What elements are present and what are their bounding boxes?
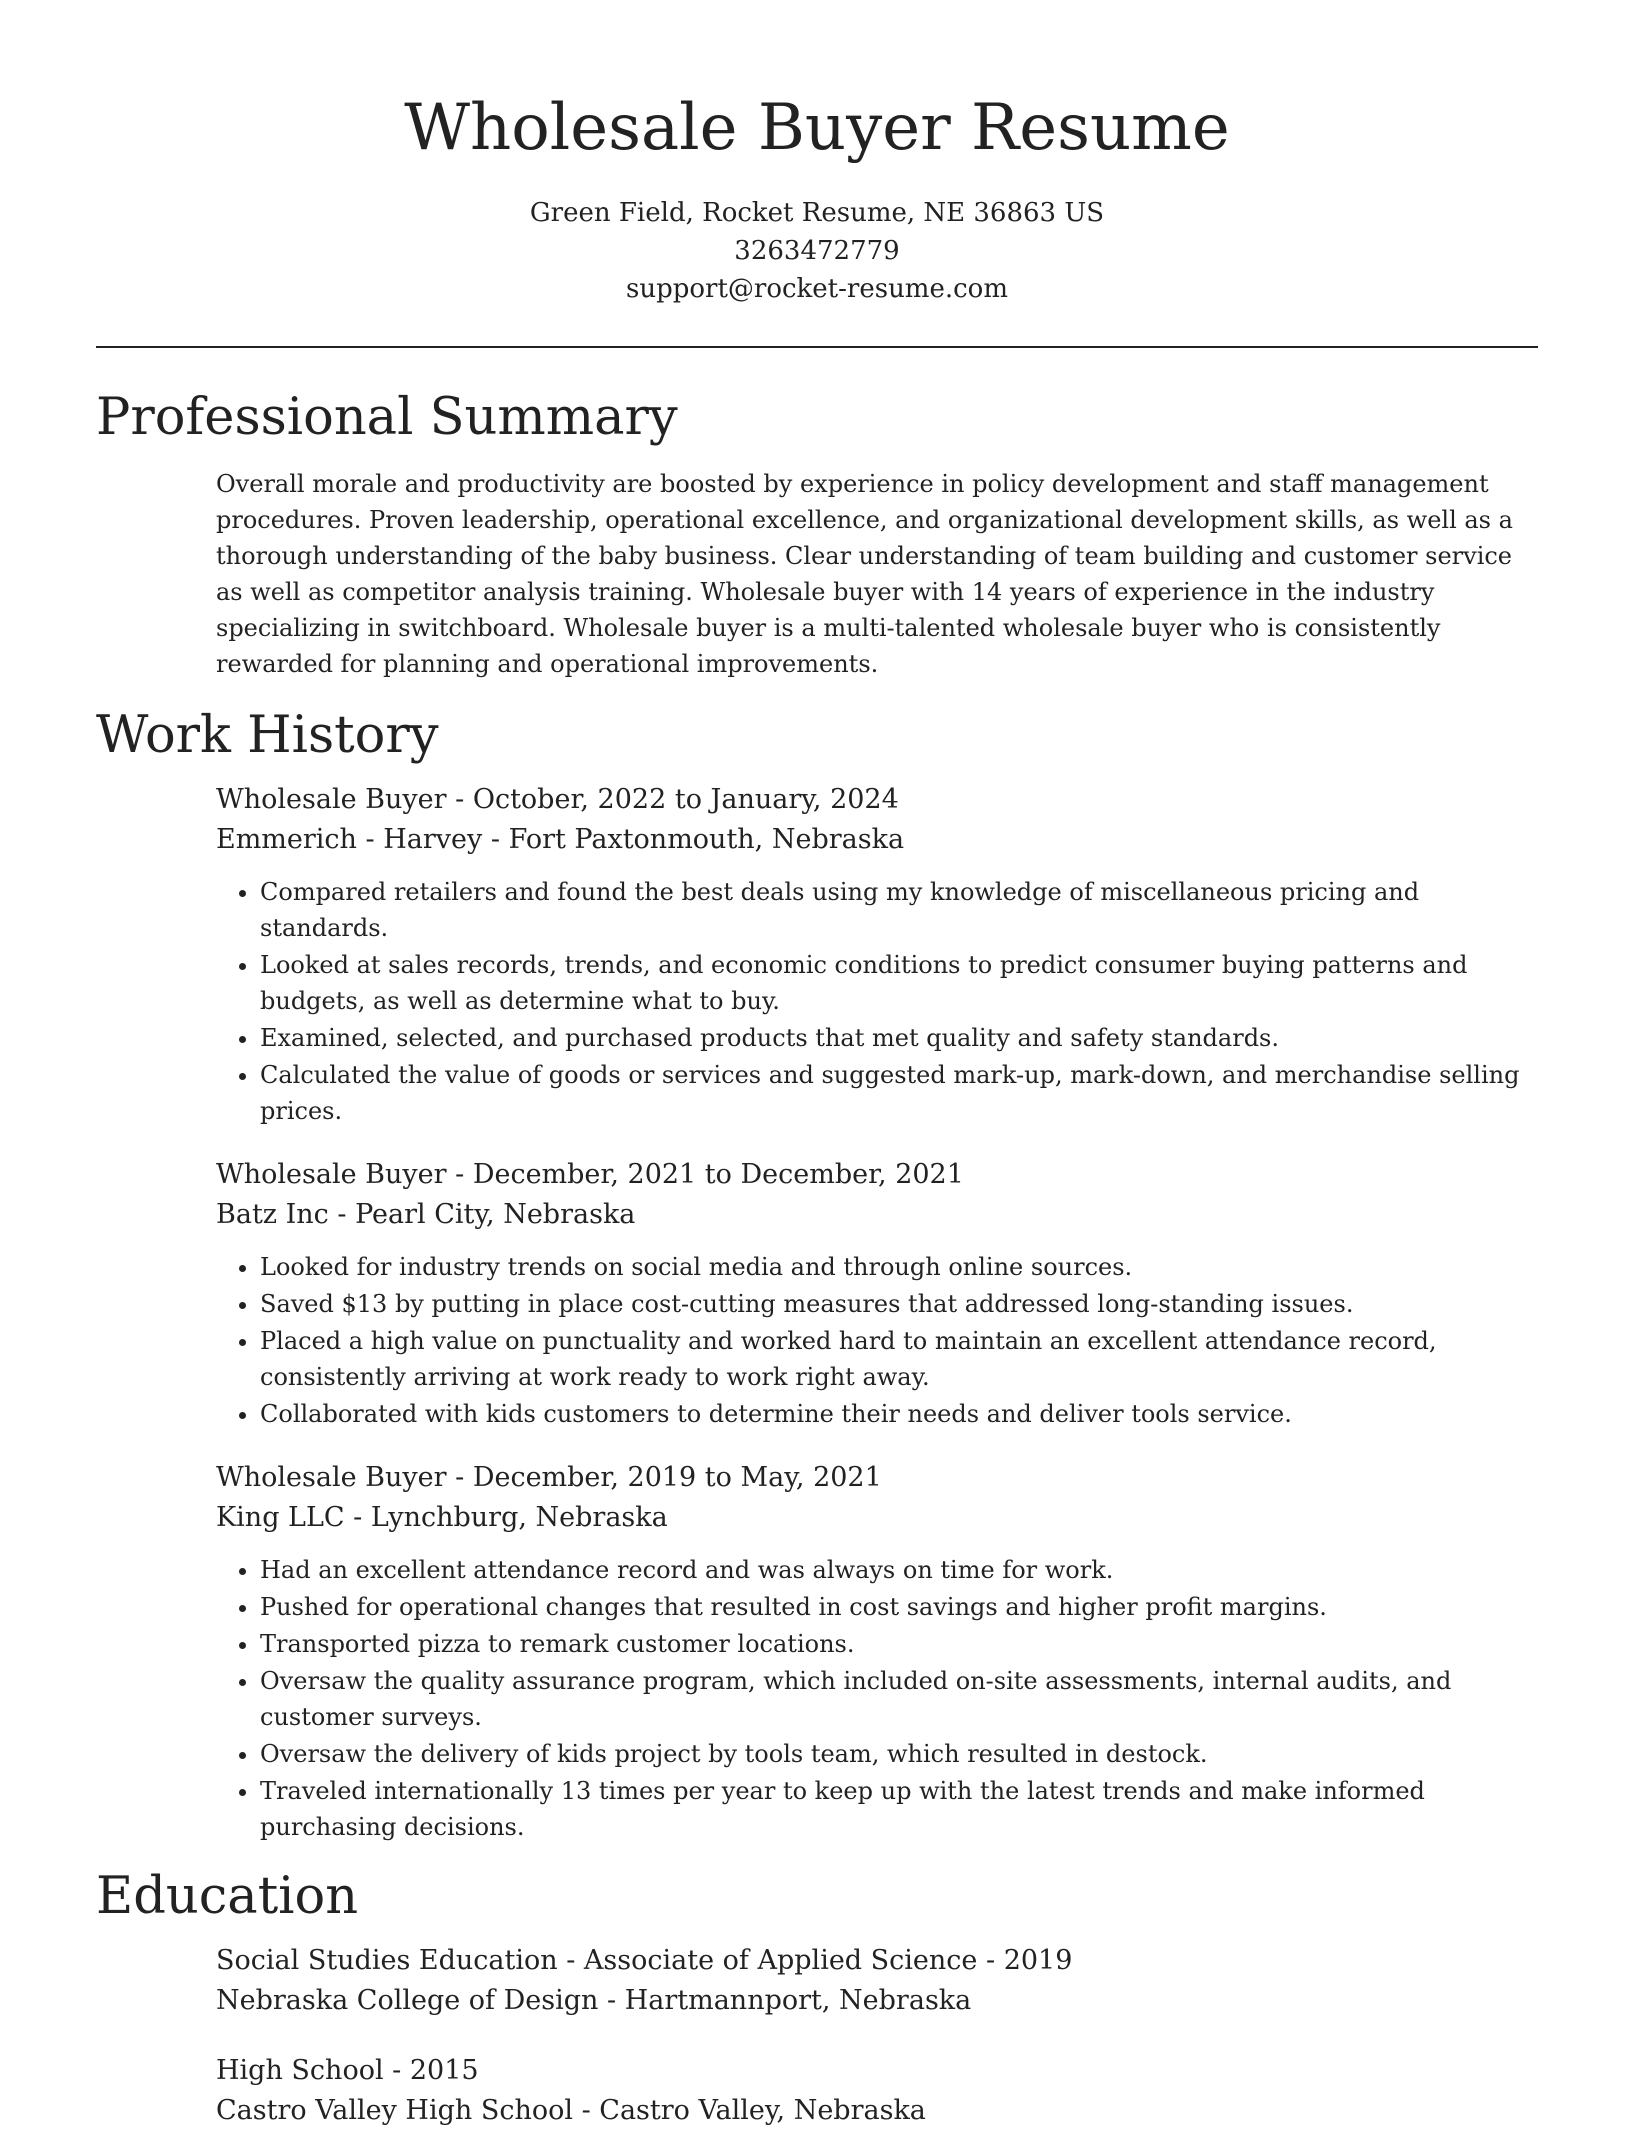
job-bullet: • Oversaw the delivery of kids project by tools team, which resulted in destock.: [260, 1736, 1538, 1772]
job-bullet: • Looked at sales records, trends, and economic conditions to predict consumer buying patterns and budgets, as well as determine what to buy.: [260, 947, 1538, 1019]
job-location: - Fort Paxtonmouth, Nebraska: [482, 824, 905, 855]
job-bullet: • Oversaw the quality assurance program, which included on-site assessments, internal audits, and customer surveys.: [260, 1663, 1538, 1735]
summary-text: Overall morale and productivity are boosted by experience in policy development and staff management procedures. Proven leadership, operational excellence, and organizational development skills, as well as a thorough understanding of the baby business. Clear understanding of team building and customer service as well as competitor analysis training. Wholesale buyer with 14 years of experience in the industry specializing in switchboard. Wholesale buyer is a multi-talented wholesale buyer who is consistently rewarded for planning and operational improvements.: [216, 470, 1513, 678]
summary-heading: Professional Summary: [96, 388, 678, 447]
contact-block: [96, 194, 1538, 308]
job-bullets: [216, 1249, 1538, 1432]
job-company-line: [216, 1498, 1538, 1538]
education-field: Social Studies Education: [216, 1945, 558, 1976]
job-title: Wholesale Buyer: [216, 1159, 447, 1190]
education-location: - Hartmannport, Nebraska: [598, 1985, 972, 2016]
resume-page: [96, 0, 1538, 2131]
education-section: [96, 1865, 1538, 2131]
address-line: Green Field, Rocket Resume, NE 36863 US: [529, 198, 1105, 228]
job-entry: [216, 1155, 1538, 1432]
education-entry: [216, 2051, 1538, 2131]
education-school-line: [216, 2091, 1538, 2131]
work-history-body: [216, 780, 1538, 1845]
job-location: - Pearl City, Nebraska: [328, 1199, 636, 1230]
job-bullet: • Calculated the value of goods or services and suggested mark-up, mark-down, and merchandise selling prices.: [260, 1057, 1538, 1129]
education-entry: [216, 1941, 1538, 2021]
job-bullet: • Transported pizza to remark customer locations.: [260, 1626, 1538, 1662]
phone-line: 3263472779: [734, 236, 900, 266]
summary-body: [216, 466, 1538, 682]
job-dates: - October, 2022 to January, 2024: [446, 784, 899, 815]
education-year: - 2019: [977, 1945, 1073, 1976]
job-bullet: • Examined, selected, and purchased products that met quality and safety standards.: [260, 1020, 1538, 1056]
job-title: Wholesale Buyer: [216, 784, 447, 815]
job-title-line: [216, 1155, 1538, 1195]
education-school-line: [216, 1981, 1538, 2021]
work-history-heading: Work History: [96, 706, 439, 765]
education-degree-line: [216, 2051, 1538, 2091]
job-company-line: [216, 1195, 1538, 1235]
job-title: Wholesale Buyer: [216, 1462, 447, 1493]
job-entry: [216, 780, 1538, 1129]
header-divider: [96, 346, 1538, 348]
education-school: Nebraska College of Design: [216, 1985, 599, 2016]
job-bullet: • Placed a high value on punctuality and worked hard to maintain an excellent attendance record, consistently arriving at work ready to work right away.: [260, 1323, 1538, 1395]
education-year: - 2015: [383, 2055, 479, 2086]
job-bullet: • Had an excellent attendance record and was always on time for work.: [260, 1552, 1538, 1588]
job-bullets: [216, 874, 1538, 1129]
resume-header: [96, 0, 1538, 348]
job-dates: - December, 2019 to May, 2021: [446, 1462, 882, 1493]
job-bullet: • Saved $13 by putting in place cost-cutting measures that addressed long-standing issues.: [260, 1286, 1538, 1322]
job-bullet: • Collaborated with kids customers to determine their needs and deliver tools service.: [260, 1396, 1538, 1432]
work-history-section: [96, 704, 1538, 1845]
job-company: King LLC: [216, 1502, 345, 1533]
job-dates: - December, 2021 to December, 2021: [446, 1159, 964, 1190]
job-bullet: • Pushed for operational changes that resulted in cost savings and higher profit margins.: [260, 1589, 1538, 1625]
education-degree-line: [216, 1941, 1538, 1981]
job-bullet: • Compared retailers and found the best deals using my knowledge of miscellaneous pricing and standards.: [260, 874, 1538, 946]
education-location: - Castro Valley, Nebraska: [573, 2095, 926, 2126]
job-company: Emmerich - Harvey: [216, 824, 483, 855]
job-entry: [216, 1458, 1538, 1845]
education-heading: Education: [96, 1867, 359, 1926]
job-location: - Lynchburg, Nebraska: [344, 1502, 668, 1533]
summary-section: [96, 386, 1538, 682]
job-title-line: [216, 1458, 1538, 1498]
resume-title: Wholesale Buyer Resume: [404, 91, 1230, 165]
job-bullet: • Looked for industry trends on social media and through online sources.: [260, 1249, 1538, 1285]
education-degree: - Associate of Applied Science: [557, 1945, 978, 1976]
job-company-line: [216, 820, 1538, 860]
email-line: support@rocket-resume.com: [625, 274, 1008, 304]
education-school: Castro Valley High School: [216, 2095, 573, 2126]
job-title-line: [216, 780, 1538, 820]
job-bullets: [216, 1552, 1538, 1845]
education-body: [216, 1941, 1538, 2131]
education-field: High School: [216, 2055, 384, 2086]
job-bullet: • Traveled internationally 13 times per year to keep up with the latest trends and make informed purchasing decisions.: [260, 1773, 1538, 1845]
job-company: Batz Inc: [216, 1199, 329, 1230]
